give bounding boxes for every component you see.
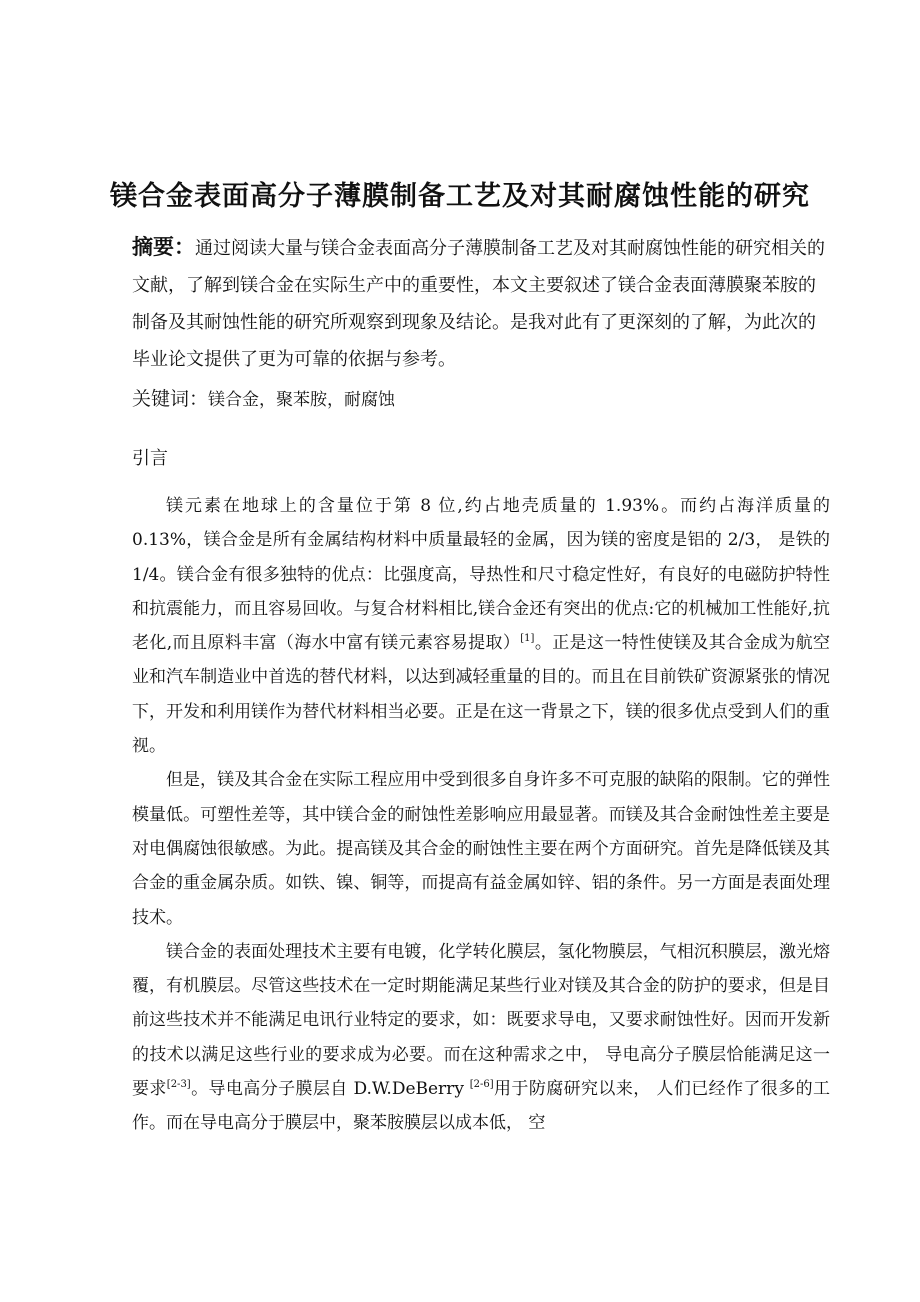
keywords — [132, 384, 830, 415]
paragraph-1-text-b: 。正是这一特性使镁及其合金成为航空业和汽车制造业中首选的替代材料，以达到减轻重量的目的。而且在目前铁矿资源紧张的情况下，开发和利用镁作为替代材料相当必要。正是在这一背景之下，镁的很多优点受到人们的重视。 — [132, 633, 831, 757]
citation-2-3: [2-3] — [166, 1079, 191, 1091]
paragraph-3-text-c: 用于防腐研究以来， 人们已经作了很多的工作。而在导电高分于膜层中，聚苯胺膜层以成本低， 空 — [132, 1079, 831, 1134]
keywords-label: 关键词： — [132, 388, 209, 410]
document-title: 镁合金表面高分子薄膜制备工艺及对其耐腐蚀性能的研究 — [110, 181, 810, 212]
body-text — [132, 489, 830, 1141]
keywords-text: 镁合金，聚苯胺，耐腐蚀 — [208, 390, 396, 410]
paragraph-1-text-a: 镁元素在地球上的含量位于第 8 位,约占地壳质量的 1.93%。而约占海洋质量的 0.13%，镁合金是所有金属结构材料中质量最轻的金属，因为镁的密度是铝的 2/3， 是铁的 1/4。镁合金有很多独特的优点：比强度高，导热性和尺寸稳定性好，有良好的电磁防护特性和抗震能力，而且容易回收。与复合材料相比,镁合金还有突出的优点:它的机械加工性能好,抗老化,而且原料丰富（海水中富有镁元素容易提取） — [132, 496, 830, 654]
paragraph-2: 但是，镁及其合金在实际工程应用中受到很多自身许多不可克服的缺陷的限制。它的弹性模量低。可塑性差等，其中镁合金的耐蚀性差影响应用最显著。而镁及其合金耐蚀性差主要是对电偶腐蚀很敏感。为此。提高镁及其合金的耐蚀性主要在两个方面研究。首先是降低镁及其合金的重金属杂质。如铁、镍、铜等，而提高有益金属如锌、铝的条件。另一方面是表面处理技术。 — [132, 770, 830, 928]
section-heading: 引言 — [132, 448, 168, 469]
paragraph-3 — [132, 935, 830, 1141]
abstract-label: 摘要： — [132, 235, 195, 259]
paragraph-3-text-b: 。导电高分子膜层自 D.W.DeBerry — [190, 1079, 470, 1100]
citation-1: [1] — [520, 633, 535, 645]
citation-2-6: [2-6] — [469, 1079, 494, 1091]
abstract — [132, 229, 830, 378]
abstract-text: 通过阅读大量与镁合金表面高分子薄膜制备工艺及对其耐腐蚀性能的研究相关的文献，了解到镁合金在实际生产中的重要性，本文主要叙述了镁合金表面薄膜聚苯胺的制备及其耐蚀性能的研究所观察到现象及结论。是我对此有了更深刻的了解，为此次的毕业论文提供了更为可靠的依据与参考。 — [132, 238, 825, 370]
paragraph-1 — [132, 489, 830, 763]
paragraph-3-text-a: 镁合金的表面处理技术主要有电镀，化学转化膜层，氢化物膜层，气相沉积膜层，激光熔覆，有机膜层。尽管这些技术在一定时期能满足某些行业对镁及其合金的防护的要求，但是目前这些技术并不能满足电讯行业特定的要求，如：既要求导电，又要求耐蚀性好。因而开发新的技术以满足这些行业的要求成为必要。而在这种需求之中， 导电高分子膜层恰能满足这一要求 — [132, 941, 830, 1100]
